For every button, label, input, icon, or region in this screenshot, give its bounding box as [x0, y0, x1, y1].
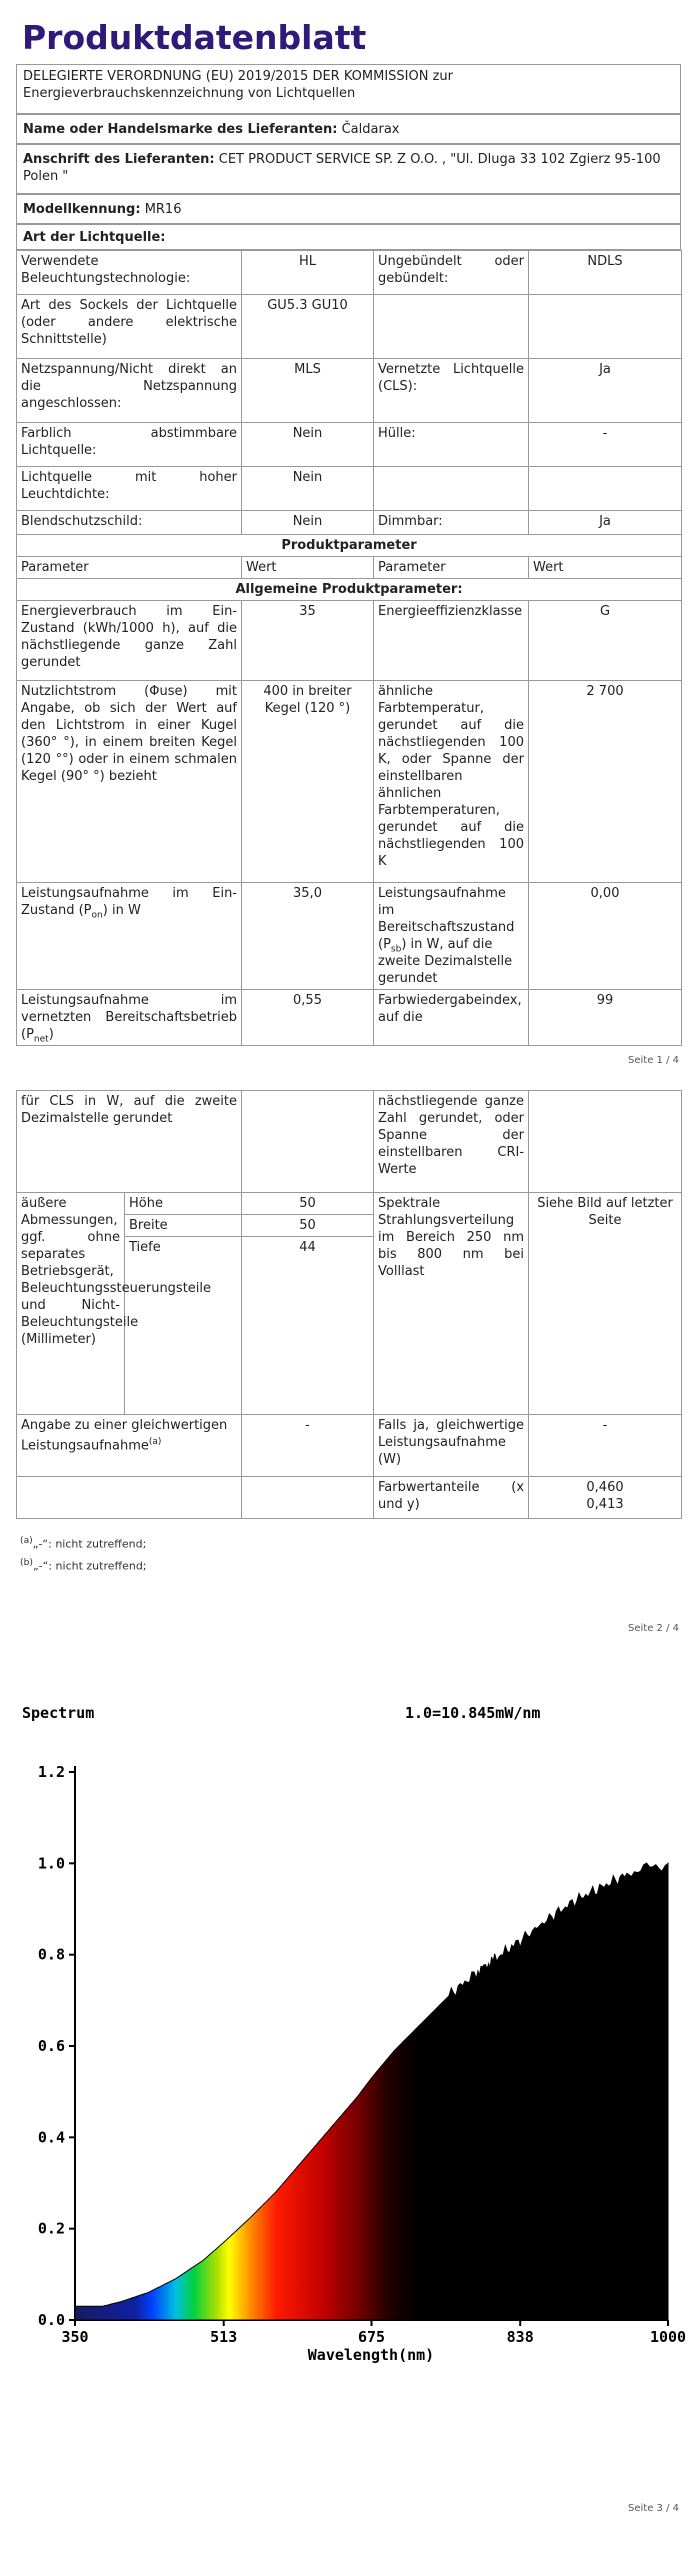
page-3: [0, 1660, 697, 2560]
footnote-b: $^{(b)}$„-“: nicht zutreffend;: [20, 1557, 147, 1573]
energy-class-value: G: [529, 601, 682, 681]
cell-label: Hülle:: [374, 423, 529, 467]
cell-value: GU5.3 GU10: [242, 295, 374, 359]
psb-value: 0,00: [529, 883, 682, 990]
x-tick-label: 350: [61, 2328, 89, 2346]
empty-cell: [17, 1477, 242, 1519]
table-row: [17, 1193, 682, 1215]
spectrum-svg: [0, 1660, 697, 2460]
y-tick-label: 0.2: [37, 2219, 65, 2238]
table-row: [17, 467, 682, 511]
cell-value: [529, 295, 682, 359]
cct-label: ähnliche Farbtemperatur, gerundet auf die nächstliegenden 100 K, oder Spanne der einstellbaren ähnlichen Farbtemperaturen, gerundet auf die nächstliegenden 100 K: [374, 681, 529, 883]
table-row: [17, 359, 682, 423]
y-tick-label: 0.8: [37, 1945, 65, 1964]
y-tick-label: 1.0: [37, 1854, 65, 1873]
width-label: Breite: [125, 1215, 242, 1237]
x-tick-label: 1000: [649, 2328, 687, 2346]
cell-value: Ja: [529, 511, 682, 535]
model-box: [16, 194, 681, 224]
luminous-flux-label: Nutzlichtstrom (Φuse) mit Angabe, ob sich der Wert auf den Lichtstrom in einer Kugel (360° °), in einem breiten Kegel (120 °°) oder in einem schmalen Kegel (90° °) bezieht: [17, 681, 242, 883]
general-params-heading: Allgemeine Produktparameter:: [17, 579, 682, 601]
width-value: 50: [242, 1215, 374, 1237]
equivalent-power-value: -: [242, 1415, 374, 1477]
product-params-table-continued: [16, 1090, 682, 1519]
spectrum-chart: [0, 1660, 697, 2460]
model-label: Modellkennung:: [23, 202, 141, 217]
table-row: [17, 295, 682, 359]
if-yes-value: -: [529, 1415, 682, 1477]
supplier-name: Čaldarax: [341, 122, 400, 137]
pnet-label: Leistungsaufnahme im vernetzten Bereitschaftsbetrieb $(P_{net})$: [17, 990, 242, 1046]
cell-value: MLS: [242, 359, 374, 423]
table-row: [17, 883, 682, 990]
cell-value: Nein: [242, 511, 374, 535]
cell-label: Vernetzte Lichtquelle (CLS):: [374, 359, 529, 423]
supplier-name-label: Name oder Handelsmarke des Lieferanten:: [23, 122, 338, 137]
energy-class-label: Energieeffizienzklasse: [374, 601, 529, 681]
table-header-row: [17, 557, 682, 579]
cell-label: Blendschutzschild:: [17, 511, 242, 535]
cell-value: Nein: [242, 467, 374, 511]
light-source-type-box: [16, 224, 681, 250]
height-label: Höhe: [125, 1193, 242, 1215]
col-header-value: Wert: [529, 557, 682, 579]
table-row: [17, 990, 682, 1046]
cell-value: NDLS: [529, 251, 682, 295]
cell-value: HL: [242, 251, 374, 295]
x-tick-label: 838: [506, 2328, 534, 2346]
pon-label: Leistungsaufnahme im Ein-Zustand $(P_{on})$ in W: [17, 883, 242, 990]
x-tick-label: 675: [357, 2328, 386, 2346]
table-row: [17, 1477, 682, 1519]
col-header-parameter: Parameter: [374, 557, 529, 579]
cell-label: Art des Sockels der Lichtquelle (oder andere elektrische Schnittstelle): [17, 295, 242, 359]
regulation-box: [16, 64, 681, 114]
page-2: [0, 1090, 697, 1640]
equivalent-power-label: Angabe zu einer gleichwertigen Leistungsaufnahme$^{(a)}$: [17, 1415, 242, 1477]
model-value: MR16: [144, 202, 182, 217]
light-source-type-label: Art der Lichtquelle:: [23, 230, 166, 245]
supplier-address-box: [16, 144, 681, 194]
spd-value: Siehe Bild auf letzter Seite: [529, 1193, 682, 1415]
cell-value: -: [529, 423, 682, 467]
pon-value: 35,0: [242, 883, 374, 990]
depth-value: 44: [242, 1237, 374, 1415]
light-source-type-table: [16, 250, 682, 1046]
regulation-text: DELEGIERTE VERORDNUNG (EU) 2019/2015 DER KOMMISSION zur Energieverbrauchskennzeichnung von Lichtquellen: [23, 69, 453, 101]
cell-label: [374, 295, 529, 359]
pnet-value-empty: [242, 1091, 374, 1193]
luminous-flux-value: 400 in breiter Kegel (120 °): [242, 681, 374, 883]
chromaticity-label: Farbwertanteile (x und y): [374, 1477, 529, 1519]
cell-label: Lichtquelle mit hoher Leuchtdichte:: [17, 467, 242, 511]
table-row: [17, 601, 682, 681]
cri-value-empty: [529, 1091, 682, 1193]
y-tick-label: 0.0: [37, 2311, 65, 2329]
cell-label: Farblich abstimmbare Lichtquelle:: [17, 423, 242, 467]
supplier-address-label: Anschrift des Lieferanten:: [23, 152, 215, 167]
supplier-address: CET PRODUCT SERVICE SP. Z O.O. , "Ul. Dluga 33 102 Zgierz 95-100 Polen ": [23, 152, 661, 184]
cell-value: Ja: [529, 359, 682, 423]
cct-value: 2 700: [529, 681, 682, 883]
col-header-parameter: Parameter: [17, 557, 242, 579]
page-number: Seite 3 / 4: [628, 2503, 679, 2514]
page-number: Seite 2 / 4: [628, 1623, 679, 1634]
chart-annotation: 1.0=10.845mW/nm: [405, 1704, 541, 1722]
chromaticity-value: 0,460 0,413: [529, 1477, 682, 1519]
height-value: 50: [242, 1193, 374, 1215]
page-number: Seite 1 / 4: [628, 1055, 679, 1066]
col-header-value: Wert: [242, 557, 374, 579]
footnote-a: $^{(a)}$„-“: nicht zutreffend;: [20, 1535, 147, 1551]
pnet-label-continued: für CLS in W, auf die zweite Dezimalstelle gerundet: [17, 1091, 242, 1193]
depth-label: Tiefe: [125, 1237, 242, 1415]
page-1: [0, 0, 697, 1065]
table-row: [17, 579, 682, 601]
y-tick-label: 0.4: [37, 2128, 65, 2147]
product-params-heading: Produktparameter: [17, 535, 682, 557]
energy-consumption-value: 35: [242, 601, 374, 681]
if-yes-label: Falls ja, gleichwertige Leistungsaufnahme (W): [374, 1415, 529, 1477]
spd-label: Spektrale Strahlungsverteilung im Bereich 250 nm bis 800 nm bei Volllast: [374, 1193, 529, 1415]
table-row: [17, 1091, 682, 1193]
y-tick-label: 1.2: [37, 1763, 65, 1781]
table-row: [17, 423, 682, 467]
cri-value: 99: [529, 990, 682, 1046]
cri-label: Farbwiedergabeindex, auf die: [374, 990, 529, 1046]
cell-label: Ungebündelt oder gebündelt:: [374, 251, 529, 295]
table-row: [17, 535, 682, 557]
table-row: [17, 511, 682, 535]
y-tick-label: 0.6: [37, 2037, 65, 2055]
cell-value: [529, 467, 682, 511]
chart-title: Spectrum: [22, 1704, 95, 1722]
x-axis-label: Wavelength(nm): [307, 2346, 435, 2364]
cell-label: Dimmbar:: [374, 511, 529, 535]
x-tick-label: 513: [210, 2328, 238, 2346]
empty-cell: [242, 1477, 374, 1519]
cri-label-continued: nächstliegende ganze Zahl gerundet, oder Spanne der einstellbaren CRI-Werte: [374, 1091, 529, 1193]
document-title: Produktdatenblatt: [22, 18, 367, 57]
energy-consumption-label: Energieverbrauch im Ein-Zustand (kWh/1000 h), auf die nächstliegende ganze Zahl gerundet: [17, 601, 242, 681]
pnet-value: 0,55: [242, 990, 374, 1046]
psb-label: Leistungsaufnahme im Bereitschaftszustand $(P_{sb})$ in W, auf die zweite Dezimalstelle gerundet: [374, 883, 529, 990]
cell-label: [374, 467, 529, 511]
table-row: [17, 251, 682, 295]
dimensions-label: äußere Abmessungen, ggf. ohne separates Betriebsgerät, Beleuchtungssteuerungsteile und Nicht-Beleuchtungsteile (Millimeter): [17, 1193, 125, 1415]
cell-value: Nein: [242, 423, 374, 467]
cell-label: Netzspannung/Nicht direkt an die Netzspannung angeschlossen:: [17, 359, 242, 423]
table-row: [17, 681, 682, 883]
supplier-name-box: [16, 114, 681, 144]
cell-label: Verwendete Beleuchtungstechnologie:: [17, 251, 242, 295]
spectrum-area: [75, 1863, 668, 2320]
table-row: [17, 1415, 682, 1477]
